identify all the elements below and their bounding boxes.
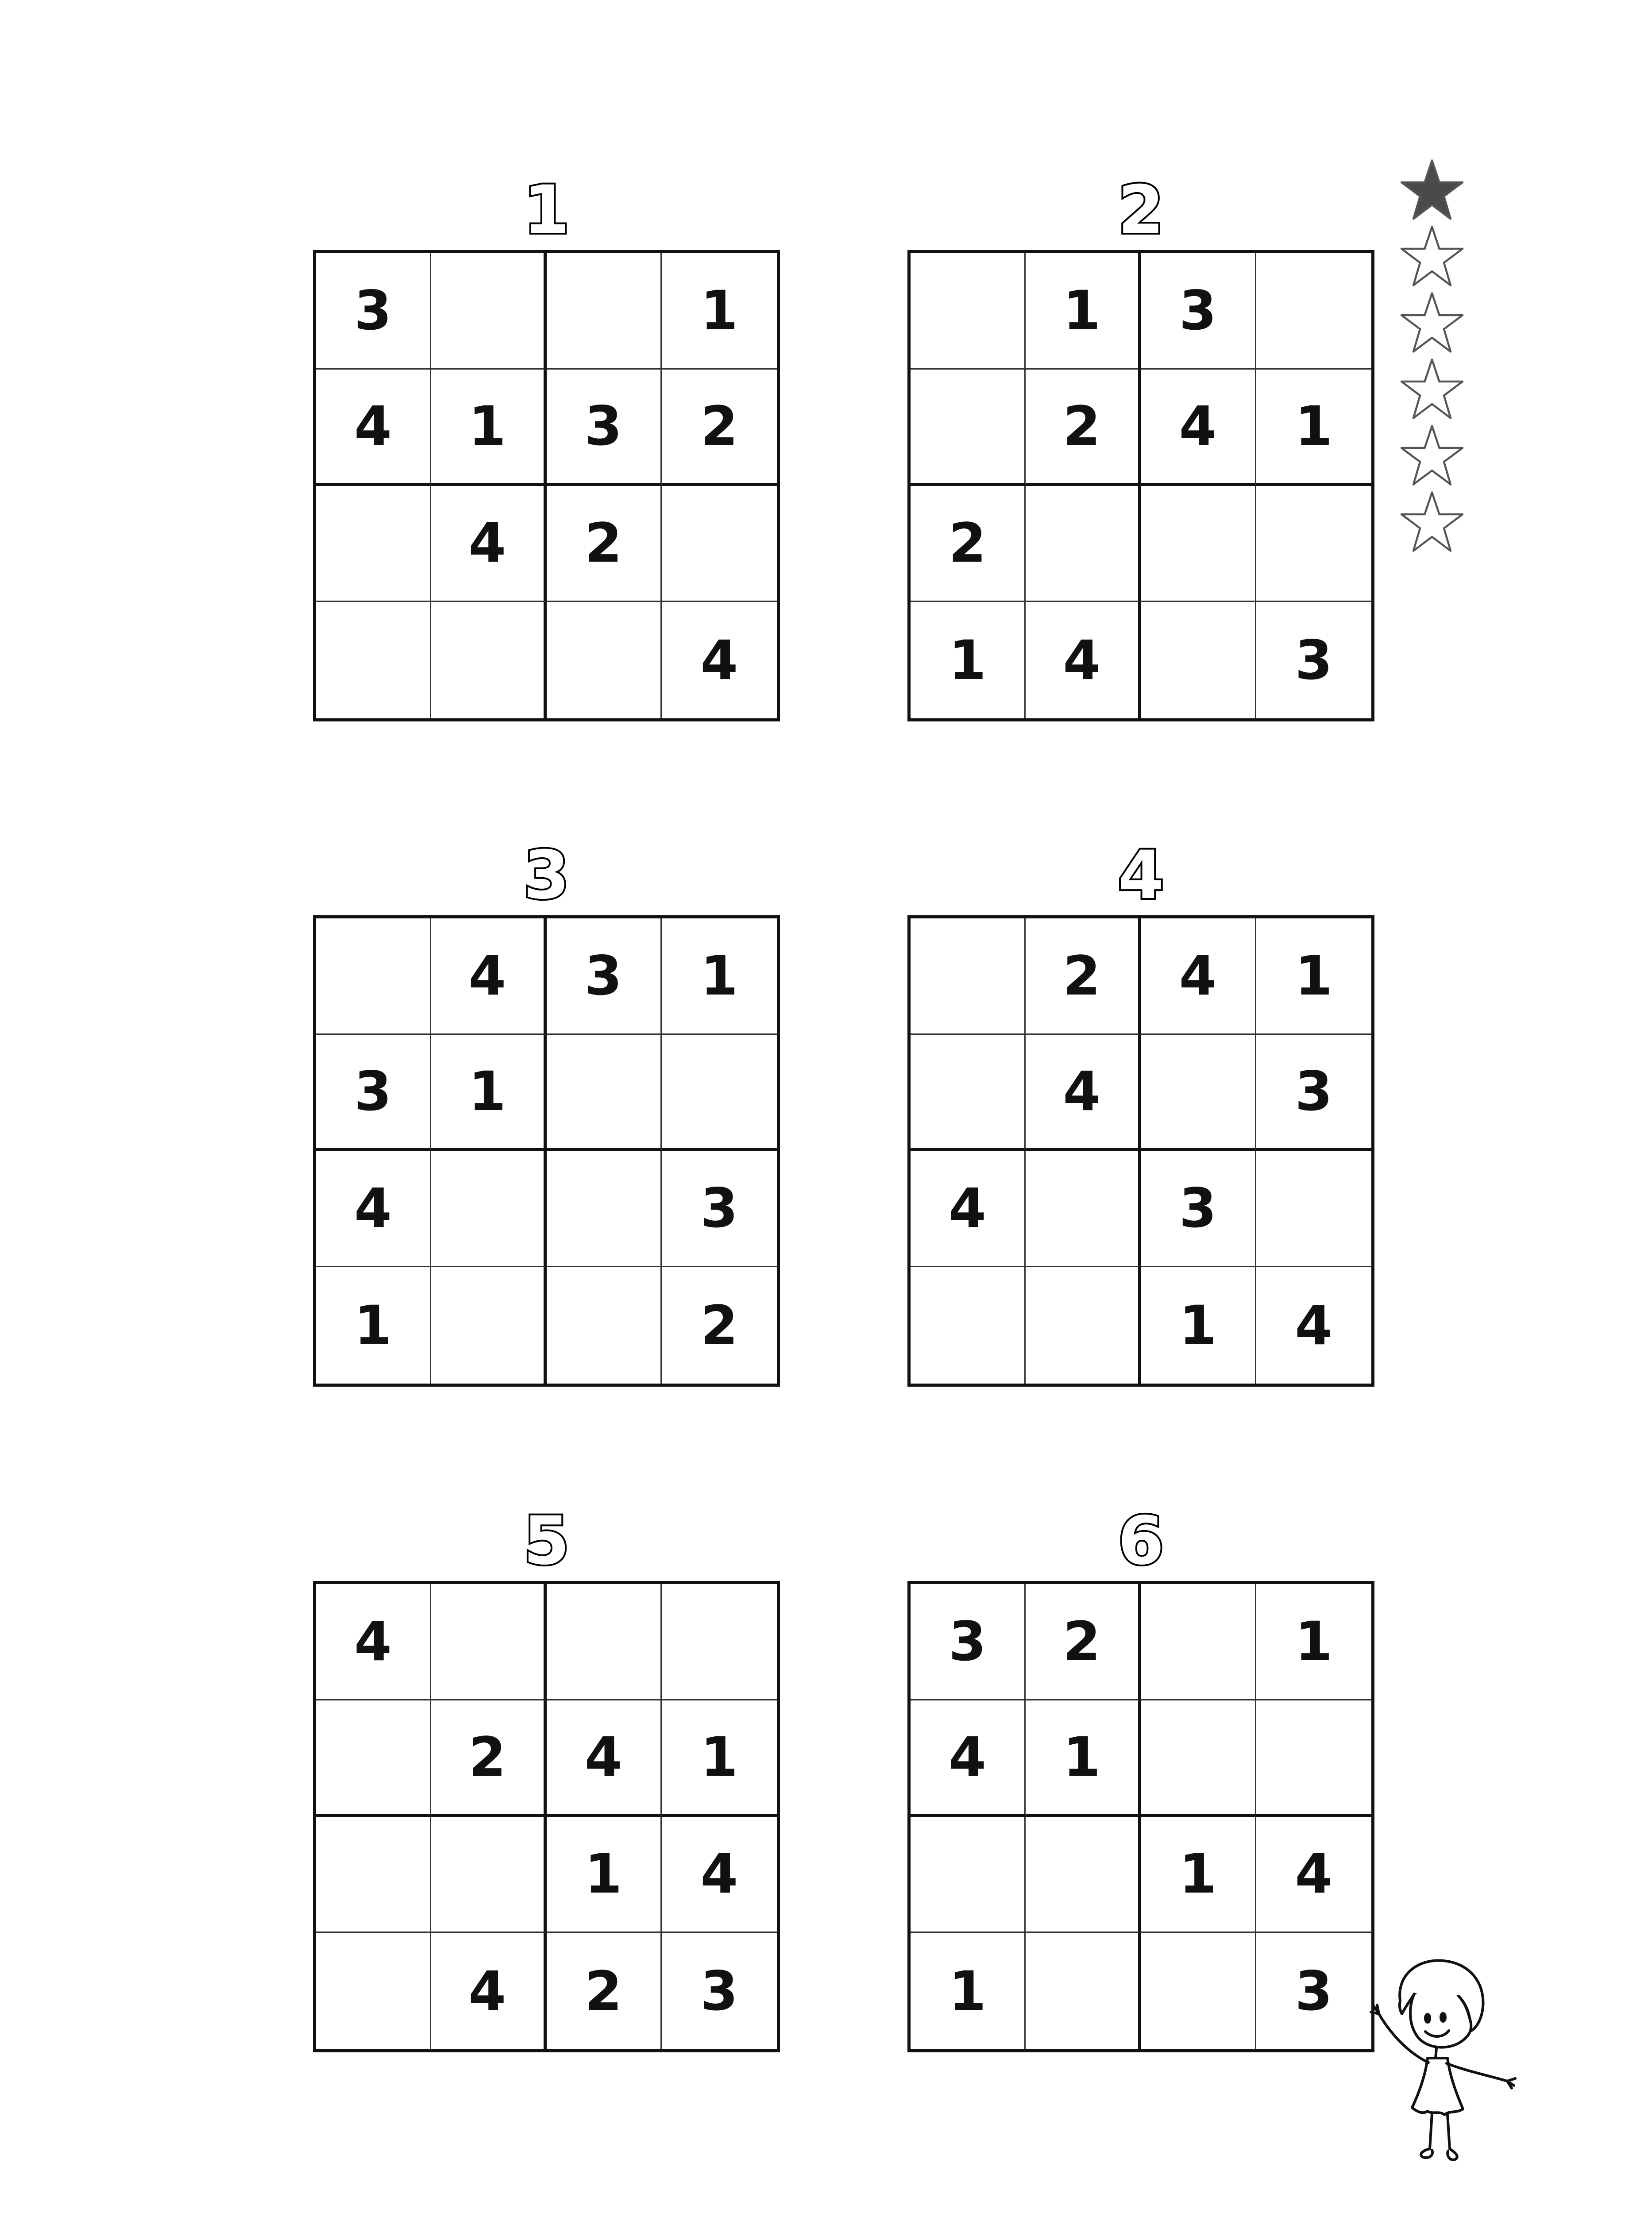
grid-cell[interactable] [547,1035,662,1151]
grid-cell[interactable]: 4 [431,1933,546,2049]
grid-cell[interactable] [1026,1267,1141,1384]
grid-cell[interactable]: 4 [1256,1817,1371,1933]
grid-cell[interactable]: 1 [1026,253,1141,370]
grid-cell[interactable] [431,1151,546,1268]
grid-cell[interactable]: 1 [662,1700,777,1817]
girl-right-arm [1447,2063,1507,2081]
grid-cell[interactable] [911,253,1026,370]
grid-cell[interactable]: 3 [1141,1151,1256,1268]
grid-cell[interactable] [547,1151,662,1268]
grid-cell[interactable] [911,370,1026,486]
grid-cell[interactable] [1141,1584,1256,1700]
grid-cell[interactable]: 4 [316,1151,431,1268]
grid-cell[interactable]: 1 [1256,918,1371,1035]
grid-cell[interactable]: 1 [662,918,777,1035]
star-icon [1399,356,1465,423]
grid-cell[interactable]: 1 [1026,1700,1141,1817]
grid-cell[interactable]: 2 [911,486,1026,602]
girl-right-hand [1507,2078,1515,2088]
grid-cell[interactable]: 1 [1141,1267,1256,1384]
grid-cell[interactable] [547,602,662,718]
grid-cell[interactable] [316,602,431,718]
grid-cell[interactable]: 4 [316,1584,431,1700]
puzzle-6 [907,1503,1374,2052]
puzzle-number: 1 [523,172,570,249]
grid-cell[interactable]: 3 [547,918,662,1035]
sudoku-grid [907,1581,1374,2052]
puzzle-1 [313,172,780,721]
grid-cell[interactable] [1026,486,1141,602]
puzzle-number: 3 [523,837,570,914]
star-shape [1401,426,1463,485]
sudoku-grid [313,250,780,721]
grid-cell[interactable]: 2 [1026,918,1141,1035]
difficulty-rating [1399,157,1470,555]
grid-cell[interactable]: 4 [911,1151,1026,1268]
grid-cell[interactable] [662,1584,777,1700]
star-icon [1399,489,1465,555]
star-icon [1399,224,1465,290]
puzzle-4 [907,837,1374,1387]
puzzle-number: 4 [1118,837,1164,914]
grid-cell[interactable]: 3 [1295,628,1333,692]
grid-cell[interactable] [1256,1151,1371,1268]
grid-cell[interactable]: 3 [1295,1959,1333,2023]
grid-cell[interactable] [1141,486,1256,602]
girl-left-foot [1421,2149,1432,2158]
grid-cell[interactable]: 4 [431,918,546,1035]
grid-cell[interactable]: 1 [1141,1817,1256,1933]
grid-cell[interactable] [316,1700,431,1817]
grid-cell[interactable]: 1 [547,1817,662,1933]
grid-cell[interactable]: 1 [431,1035,546,1151]
grid-cell[interactable]: 4 [1141,370,1256,486]
grid-cell[interactable] [911,1267,1026,1384]
grid-cell[interactable]: 4 [1141,918,1256,1035]
grid-cell[interactable]: 4 [547,1700,662,1817]
grid-cell[interactable] [1256,486,1371,602]
puzzle-number: 5 [523,1503,570,1580]
grid-cell[interactable] [431,602,546,718]
grid-cell[interactable] [1141,1700,1256,1817]
grid-cell[interactable]: 3 [662,1151,777,1268]
grid-cell[interactable]: 2 [700,1294,738,1357]
grid-cell[interactable]: 3 [1256,1035,1371,1151]
grid-cell[interactable]: 2 [662,370,777,486]
grid-cell[interactable]: 4 [700,628,738,692]
grid-cell[interactable]: 2 [547,486,662,602]
grid-cell[interactable] [547,1584,662,1700]
sudoku-grid [313,1581,780,2052]
girl-left-hand [1371,2005,1379,2014]
grid-cell[interactable] [1026,1151,1141,1268]
grid-cell[interactable]: 4 [431,486,546,602]
grid-cell[interactable] [431,1584,546,1700]
grid-cell[interactable] [1141,1933,1256,2049]
grid-cell[interactable]: 1 [662,253,777,370]
puzzle-number: 2 [1118,172,1164,249]
grid-cell[interactable]: 1 [1256,370,1371,486]
grid-cell[interactable]: 2 [1026,1584,1141,1700]
grid-cell[interactable] [431,1817,546,1933]
grid-cell[interactable]: 1 [316,1267,431,1384]
grid-cell[interactable]: 2 [1026,370,1141,486]
grid-cell[interactable]: 3 [1141,253,1256,370]
grid-cell[interactable] [1141,602,1256,718]
grid-cell[interactable] [431,1267,546,1384]
grid-cell[interactable] [1141,1035,1256,1151]
grid-cell[interactable]: 2 [431,1700,546,1817]
sudoku-grid [313,915,780,1387]
sudoku-grid [907,250,1374,721]
star-icon [1399,423,1465,489]
puzzle-3 [313,837,780,1387]
girl-eye-right [1441,2013,1445,2021]
grid-cell[interactable] [1026,1933,1141,2049]
grid-cell[interactable]: 4 [1026,602,1141,718]
grid-cell[interactable]: 3 [316,1035,431,1151]
grid-cell[interactable]: 3 [700,1959,738,2023]
grid-cell[interactable] [316,1817,431,1933]
girl-waving-icon [1361,1947,1525,2169]
grid-cell[interactable] [1256,253,1371,370]
star-shape [1401,493,1463,551]
grid-cell[interactable] [316,918,431,1035]
grid-cell[interactable] [431,253,546,370]
star-icon [1399,157,1465,224]
grid-cell[interactable]: 1 [911,1933,1026,2049]
grid-cell[interactable] [911,918,1026,1035]
girl-eye-left [1425,2014,1430,2022]
grid-cell[interactable]: 4 [662,1817,777,1933]
grid-cell[interactable]: 1 [431,370,546,486]
grid-cell[interactable]: 4 [911,1700,1026,1817]
grid-cell[interactable] [1026,1817,1141,1933]
grid-cell[interactable] [547,1267,662,1384]
girl-right-foot [1447,2149,1457,2160]
star-icon [1399,290,1465,356]
girl-left-leg [1430,2113,1432,2149]
grid-cell[interactable]: 4 [1026,1035,1141,1151]
puzzle-5 [313,1503,780,2052]
star-shape [1401,227,1463,285]
grid-cell[interactable] [1256,1700,1371,1817]
star-shape [1401,360,1463,418]
grid-cell[interactable]: 2 [547,1933,662,2049]
puzzle-2 [907,172,1374,721]
grid-cell[interactable]: 3 [316,253,431,370]
grid-cell[interactable] [911,1817,1026,1933]
grid-cell[interactable] [316,1933,431,2049]
grid-cell[interactable]: 1 [911,602,1026,718]
girl-right-leg [1447,2115,1450,2149]
grid-cell[interactable]: 1 [1256,1584,1371,1700]
grid-cell[interactable] [911,1035,1026,1151]
grid-cell[interactable] [547,253,662,370]
grid-cell[interactable]: 3 [911,1584,1026,1700]
grid-cell[interactable] [316,486,431,602]
grid-cell[interactable]: 4 [316,370,431,486]
star-shape [1401,161,1463,219]
sudoku-grid [907,915,1374,1387]
puzzle-number: 6 [1118,1503,1164,1580]
star-shape [1401,293,1463,352]
grid-cell[interactable] [662,486,777,602]
grid-cell[interactable] [662,1035,777,1151]
grid-cell[interactable]: 3 [547,370,662,486]
grid-cell[interactable]: 4 [1295,1294,1333,1357]
